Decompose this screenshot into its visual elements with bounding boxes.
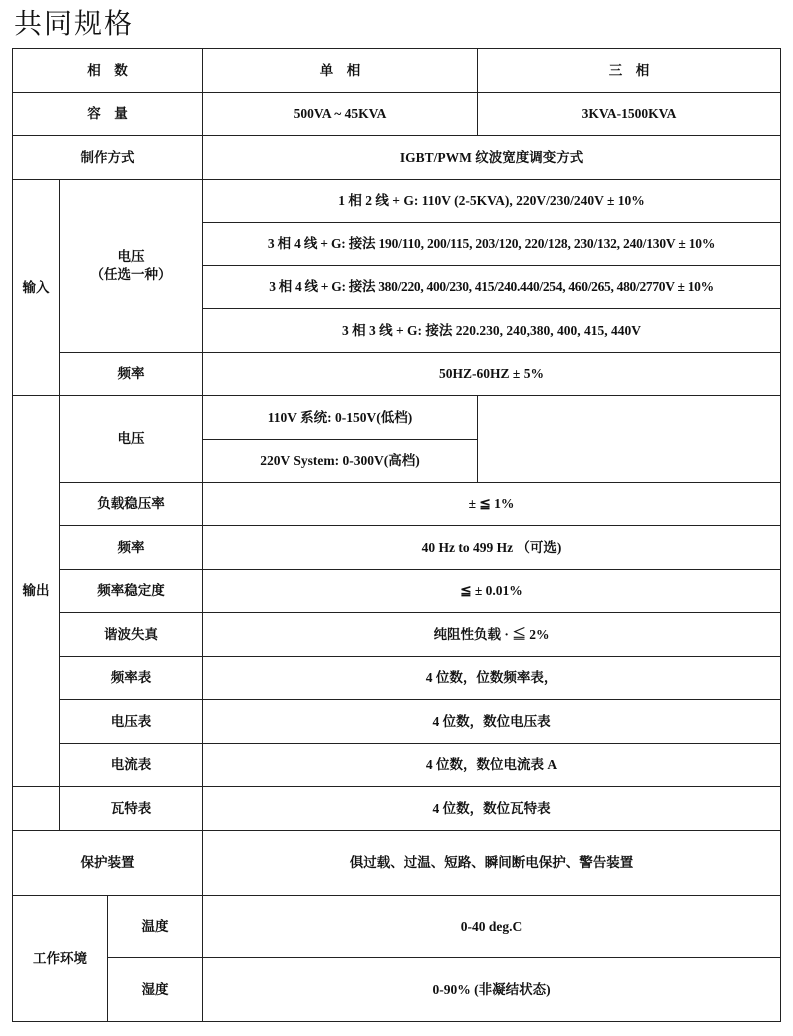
protection-label: 保护装置 bbox=[13, 831, 203, 896]
output-row-label: 负载稳压率 bbox=[60, 483, 203, 526]
input-voltage-label-line1: 电压 bbox=[117, 249, 145, 265]
output-row-label: 频率稳定度 bbox=[60, 570, 203, 613]
method-value: IGBT/PWM 纹波宽度调变方式 bbox=[203, 136, 781, 180]
table-row bbox=[13, 657, 781, 700]
single-phase-header: 单 相 bbox=[203, 49, 478, 93]
table-row bbox=[13, 93, 781, 136]
input-voltage-option-3: 3 相 4 线 + G: 接法 380/220, 400/230, 415/240.440/254, 460/265, 480/2770V ± 10% bbox=[203, 266, 781, 309]
output-row-label: 频率表 bbox=[60, 657, 203, 700]
output-row-value: 4 位数，位数频率表， bbox=[203, 657, 781, 700]
output-voltage-low: 110V 系统: 0-150V(低档) bbox=[203, 396, 478, 440]
temperature-value: 0-40 deg.C bbox=[203, 896, 781, 958]
table-row bbox=[13, 896, 781, 958]
method-label: 制作方式 bbox=[13, 136, 203, 180]
output-row-value: ≦ ± 0.01% bbox=[203, 570, 781, 613]
protection-value: 俱过载、过温、短路、瞬间断电保护、警告装置 bbox=[203, 831, 781, 896]
watt-label: 瓦特表 bbox=[60, 787, 203, 831]
input-frequency-value: 50HZ-60HZ ± 5% bbox=[203, 353, 781, 396]
watt-group-empty bbox=[13, 787, 60, 831]
table-row bbox=[13, 49, 781, 93]
output-row-value: 纯阻性负载 · ≦ 2% bbox=[203, 613, 781, 657]
table-row bbox=[13, 483, 781, 526]
temperature-label: 温度 bbox=[108, 896, 203, 958]
page-title: 共同规格 bbox=[14, 7, 135, 40]
capacity-label: 容 量 bbox=[13, 93, 203, 136]
input-frequency-label: 频率 bbox=[60, 353, 203, 396]
table-row bbox=[13, 700, 781, 744]
output-row-value: 4 位数，数位电流表 A bbox=[203, 744, 781, 787]
environment-label: 工作环境 bbox=[13, 896, 108, 1022]
humidity-label: 湿度 bbox=[108, 958, 203, 1022]
output-row-value: 40 Hz to 499 Hz （可选) bbox=[203, 526, 781, 570]
table-row bbox=[13, 831, 781, 896]
table-row bbox=[13, 570, 781, 613]
output-row-label: 谐波失真 bbox=[60, 613, 203, 657]
table-row bbox=[13, 958, 781, 1022]
spec-table bbox=[12, 48, 781, 1022]
output-row-label: 电压表 bbox=[60, 700, 203, 744]
phase-label: 相 数 bbox=[13, 49, 203, 93]
output-group-label: 输出 bbox=[13, 396, 60, 787]
table-row bbox=[13, 787, 781, 831]
output-voltage-label: 电压 bbox=[60, 396, 203, 483]
output-row-value: ± ≦ 1% bbox=[203, 483, 781, 526]
input-voltage-option-4: 3 相 3 线 + G: 接法 220.230, 240,380, 400, 415, 440V bbox=[203, 309, 781, 353]
output-voltage-empty bbox=[478, 396, 781, 483]
table-row bbox=[13, 180, 781, 223]
output-row-label: 电流表 bbox=[60, 744, 203, 787]
output-row-label: 频率 bbox=[60, 526, 203, 570]
humidity-value: 0-90% (非凝结状态) bbox=[203, 958, 781, 1022]
table-row bbox=[13, 613, 781, 657]
input-voltage-label-line2: （任选一种） bbox=[90, 267, 172, 283]
capacity-three: 3KVA-1500KVA bbox=[478, 93, 781, 136]
capacity-single: 500VA ~ 45KVA bbox=[203, 93, 478, 136]
input-group-label: 输入 bbox=[13, 180, 60, 396]
table-row bbox=[13, 744, 781, 787]
watt-value: 4 位数，数位瓦特表 bbox=[203, 787, 781, 831]
input-voltage-label bbox=[60, 180, 203, 353]
table-row bbox=[13, 526, 781, 570]
input-voltage-option-2: 3 相 4 线 + G: 接法 190/110, 200/115, 203/120, 220/128, 230/132, 240/130V ± 10% bbox=[203, 223, 781, 266]
output-row-value: 4 位数，数位电压表 bbox=[203, 700, 781, 744]
input-voltage-option-1: 1 相 2 线 + G: 110V (2-5KVA), 220V/230/240V ± 10% bbox=[203, 180, 781, 223]
table-row bbox=[13, 353, 781, 396]
table-row bbox=[13, 396, 781, 440]
output-voltage-high: 220V System: 0-300V(高档) bbox=[203, 440, 478, 483]
table-row bbox=[13, 136, 781, 180]
three-phase-header: 三 相 bbox=[478, 49, 781, 93]
